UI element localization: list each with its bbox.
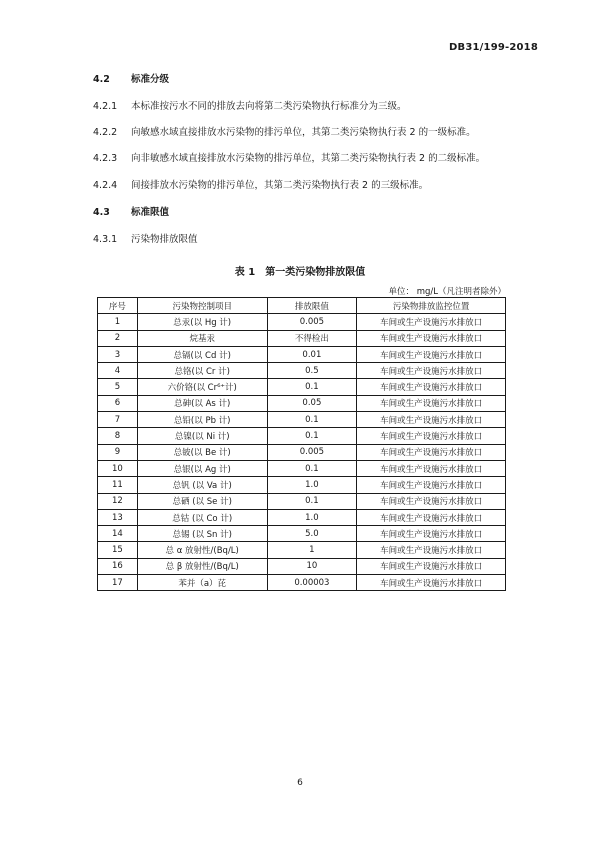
cell-limit: 0.05: [267, 395, 357, 411]
table-row: [98, 363, 506, 379]
cell-item: 总汞(以 Hg 计): [137, 314, 267, 330]
section-number: 4.2.4: [93, 180, 118, 191]
section-number: 4.2: [93, 74, 110, 85]
cell-index: 9: [98, 444, 138, 460]
table-row: [98, 395, 506, 411]
section-text: 污染物排放限值: [131, 234, 198, 245]
table-row: [98, 428, 506, 444]
cell-location: 车间或生产设施污水排放口: [357, 428, 506, 444]
cell-location: 车间或生产设施污水排放口: [357, 346, 506, 362]
cell-location: 车间或生产设施污水排放口: [357, 412, 506, 428]
cell-item: 总铬(以 Cr 计): [137, 363, 267, 379]
cell-item: 苯并（a）芘: [137, 575, 267, 591]
header-limit: 排放限值: [267, 298, 357, 314]
table-unit: 单位： mg/L（凡注明者除外）: [388, 287, 506, 297]
cell-index: 6: [98, 395, 138, 411]
section-4-3: [93, 207, 169, 219]
cell-location: 车间或生产设施污水排放口: [357, 542, 506, 558]
table-row: [98, 493, 506, 509]
cell-limit: 1.0: [267, 477, 357, 493]
cell-location: 车间或生产设施污水排放口: [357, 314, 506, 330]
table-row: [98, 558, 506, 574]
cell-location: 车间或生产设施污水排放口: [357, 460, 506, 476]
cell-index: 2: [98, 330, 138, 346]
cell-item: 总镍(以 Ni 计): [137, 428, 267, 444]
cell-index: 3: [98, 346, 138, 362]
section-text: 本标准按污水不同的排放去向将第二类污染物执行标准分为三级。: [131, 101, 407, 112]
table-header-row: [98, 298, 506, 314]
cell-item: 总钒 (以 Va 计): [137, 477, 267, 493]
section-4-3-1: [93, 234, 198, 246]
cell-location: 车间或生产设施污水排放口: [357, 444, 506, 460]
section-text: 标准分级: [131, 74, 170, 85]
cell-limit: 1: [267, 542, 357, 558]
section-text: 向非敏感水域直接排放水污染物的排污单位，其第二类污染物执行表 2 的二级标准。: [131, 153, 486, 164]
cell-item: 烷基汞: [137, 330, 267, 346]
table-row: [98, 412, 506, 428]
cell-location: 车间或生产设施污水排放口: [357, 575, 506, 591]
section-text: 间接排放水污染物的排污单位，其第二类污染物执行表 2 的三级标准。: [131, 180, 429, 191]
cell-item: 总 β 放射性/(Bq/L): [137, 558, 267, 574]
cell-limit: 0.1: [267, 379, 357, 395]
cell-item: 总铍(以 Be 计): [137, 444, 267, 460]
section-4-2-4: [93, 180, 428, 192]
table-row: [98, 444, 506, 460]
cell-limit: 0.01: [267, 346, 357, 362]
table-row: [98, 477, 506, 493]
cell-limit: 0.5: [267, 363, 357, 379]
cell-index: 12: [98, 493, 138, 509]
section-number: 4.2.2: [93, 127, 118, 138]
cell-limit: 0.1: [267, 493, 357, 509]
section-number: 4.3: [93, 207, 110, 218]
section-number: 4.2.1: [93, 101, 118, 112]
cell-index: 10: [98, 460, 138, 476]
cell-limit: 0.1: [267, 412, 357, 428]
cell-index: 4: [98, 363, 138, 379]
table-row: [98, 526, 506, 542]
section-4-2: [93, 74, 169, 86]
cell-limit: 0.00003: [267, 575, 357, 591]
header-item: 污染物控制项目: [137, 298, 267, 314]
cell-location: 车间或生产设施污水排放口: [357, 363, 506, 379]
table-row: [98, 542, 506, 558]
cell-item: 总铅(以 Pb 计): [137, 412, 267, 428]
table-row: [98, 379, 506, 395]
table-title: 表 1 第一类污染物排放限值: [234, 267, 366, 278]
cell-item: 总钴 (以 Co 计): [137, 509, 267, 525]
cell-limit: 1.0: [267, 509, 357, 525]
section-text: 标准限值: [131, 207, 170, 218]
table-body: [98, 314, 506, 591]
cell-location: 车间或生产设施污水排放口: [357, 330, 506, 346]
section-4-2-2: [93, 127, 476, 139]
cell-index: 14: [98, 526, 138, 542]
cell-location: 车间或生产设施污水排放口: [357, 395, 506, 411]
section-text: 向敏感水域直接排放水污染物的排污单位，其第二类污染物执行表 2 的一级标准。: [131, 127, 476, 138]
cell-limit: 0.005: [267, 314, 357, 330]
document-code: DB31/199-2018: [449, 42, 538, 53]
table-row: [98, 509, 506, 525]
cell-location: 车间或生产设施污水排放口: [357, 477, 506, 493]
cell-limit: 不得检出: [267, 330, 357, 346]
cell-limit: 0.1: [267, 428, 357, 444]
page-number: 6: [297, 778, 303, 788]
cell-index: 7: [98, 412, 138, 428]
cell-index: 5: [98, 379, 138, 395]
cell-location: 车间或生产设施污水排放口: [357, 509, 506, 525]
cell-limit: 0.1: [267, 460, 357, 476]
cell-limit: 5.0: [267, 526, 357, 542]
cell-location: 车间或生产设施污水排放口: [357, 379, 506, 395]
cell-index: 17: [98, 575, 138, 591]
cell-limit: 0.005: [267, 444, 357, 460]
cell-location: 车间或生产设施污水排放口: [357, 558, 506, 574]
pollutant-limits-table: [97, 297, 506, 591]
cell-index: 16: [98, 558, 138, 574]
table-row: [98, 346, 506, 362]
cell-index: 13: [98, 509, 138, 525]
cell-item: 总硒 (以 Se 计): [137, 493, 267, 509]
header-location: 污染物排放监控位置: [357, 298, 506, 314]
table-row: [98, 314, 506, 330]
cell-index: 15: [98, 542, 138, 558]
section-4-2-3: [93, 153, 485, 165]
cell-item: 总镉(以 Cd 计): [137, 346, 267, 362]
cell-item: 总锡 (以 Sn 计): [137, 526, 267, 542]
cell-item: 总砷(以 As 计): [137, 395, 267, 411]
cell-limit: 10: [267, 558, 357, 574]
cell-location: 车间或生产设施污水排放口: [357, 526, 506, 542]
cell-item: 总银(以 Ag 计): [137, 460, 267, 476]
cell-index: 1: [98, 314, 138, 330]
cell-index: 8: [98, 428, 138, 444]
table-row: [98, 330, 506, 346]
table-row: [98, 460, 506, 476]
cell-item: 总 α 放射性/(Bq/L): [137, 542, 267, 558]
cell-index: 11: [98, 477, 138, 493]
section-number: 4.3.1: [93, 234, 118, 245]
table-row: [98, 575, 506, 591]
cell-item: 六价铬(以 Cr⁶⁺计): [137, 379, 267, 395]
section-number: 4.2.3: [93, 153, 118, 164]
cell-location: 车间或生产设施污水排放口: [357, 493, 506, 509]
section-4-2-1: [93, 101, 407, 113]
header-index: 序号: [98, 298, 138, 314]
